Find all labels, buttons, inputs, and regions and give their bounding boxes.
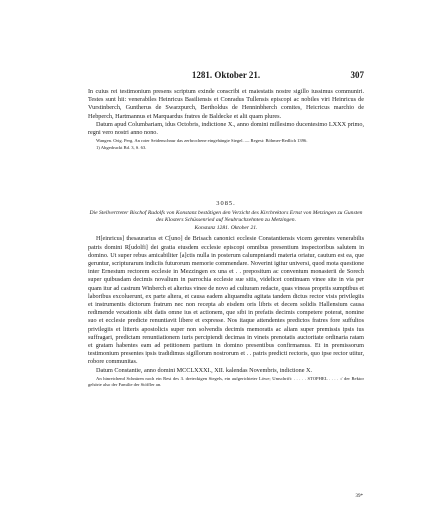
prev-paragraph-1: In cuius rei testimonium presens scriptum exinde conscribi et maiestatis nostre sigillo iussimus communiri. Testes sunt hii: venerabiles Heinricus Basiliensis et Conradus Tullensis episcopi ac nobiles viri Heinricus de Vurstinberch, Guntherus de Swarzpurch, Bertholdus de Henninbherch comites, Heicricus marchio de Hebperch, Hartmannus et Marquardus fratres de Baldecke et alii quam plures. xyxy=(88,88,364,120)
prev-paragraph-2: Datum apud Columbariam, idus Octobris, indictione X., anno domini millesimo ducentesimo LXXX primo, regni vero nostri anno nono. xyxy=(88,120,364,137)
header-title: 1281. Oktober 21. xyxy=(191,70,261,80)
page-number: 307 xyxy=(350,70,364,80)
signature-mark: 39* xyxy=(355,494,363,499)
prev-source-note: Wangen. Orig. Perg. An roter Seidenschnur das zerbrochene eingehängte Siegel. — Regest: Böhmer-Redlich 1396. xyxy=(96,138,308,144)
previous-document xyxy=(88,88,364,151)
document-place-date: Konstanz 1281. Oktober 21. xyxy=(194,225,258,232)
prev-footnote: 1) Abgedruckt Bd. 3, S. 63. xyxy=(96,144,147,150)
document-source-note: An hinreichend Schnüren noch ein Rest des 3. dreieckigen Siegels, ein aufgerichteter Löwe; Umschrift: . . . . . STOPHEL . . . . :/ der Rektor gehörte also der Familie der Stöffler an. xyxy=(88,375,364,388)
document-paragraph-2: Datum Constantie, anno domini MCCLXXXI., XII. kalendas Novembris, indictione X. xyxy=(96,366,313,374)
running-head xyxy=(88,70,364,84)
document-number: 3085. xyxy=(216,200,236,207)
document-regest: Die Stellvertreter Bischof Rudolfs von Konstanz bestätigen den Verzicht des Kirchrektors Ernst von Metzingen zu Gunsten des Klosters Schüssenried auf Neubruchzehnten zu Metzingen. xyxy=(89,210,363,224)
document-3085 xyxy=(88,200,364,389)
document-paragraph-1: H[einricus] thesaurarius et C[uno] de Brisach canonici ecclesie Constantiensis vicem gerentes venerabilis patris domini R[udolfi] dei gratia eiusdem ecclesie episcopi omnibus presentium inspectoribus salutem in domino. Ut super rebus amicabiliter [a]ctis nulla in posterum calumpniandi materia oriatur, cautum est ea, que geruntur, scripturarum indiciis futurorum memorie commendare. Noverint igitur universi, quod mota questione inter Ernestum rectorem ecclesie in Mezzingen ex una et . . prepositum ac conventum monasterii de Sorech super quibusdam decimis novalium in parrochia ecclesie sue sitis, videlicet continuam vinee site in via per quam itur ad castrum Winberch et alterius vinee de novo ad culturam redacte, quas vineas propriis sumptibus et laboribus excoluerunt, ex parte altera, et causa eadem aliquamdiu agitata tandem dictus rector visis privilegiis et instrumentis dictorum fratrum nec non recepta ab eisdem oris libris et decem solidis Hallensium causa redimende vexationis sibi datis omne ius et actionem, que sibi in prefatis decimis competere poterat, nomine suo et ecclesie predicte renuntiavit libere et expresse. Nos itaque attendentes predictos fratres fore suffultos privilegiis et litteris apostolicis super non solvendis decimis memoratis ac aliam super premissis ipsis ius suffragari, predictam renuntiationem iuris percipiendi decimas in vineis prenotatis auctoritate ordinaria ratam et gratam habentes eam ad petitionem partium in domino presentibus confirmamus. Et in premissorum testimonium presentes ipsis tradidimus sigillorum nostrorum et . . patris predicti rectoris, quo ipse rector utitur, robore communitas. xyxy=(88,235,364,366)
